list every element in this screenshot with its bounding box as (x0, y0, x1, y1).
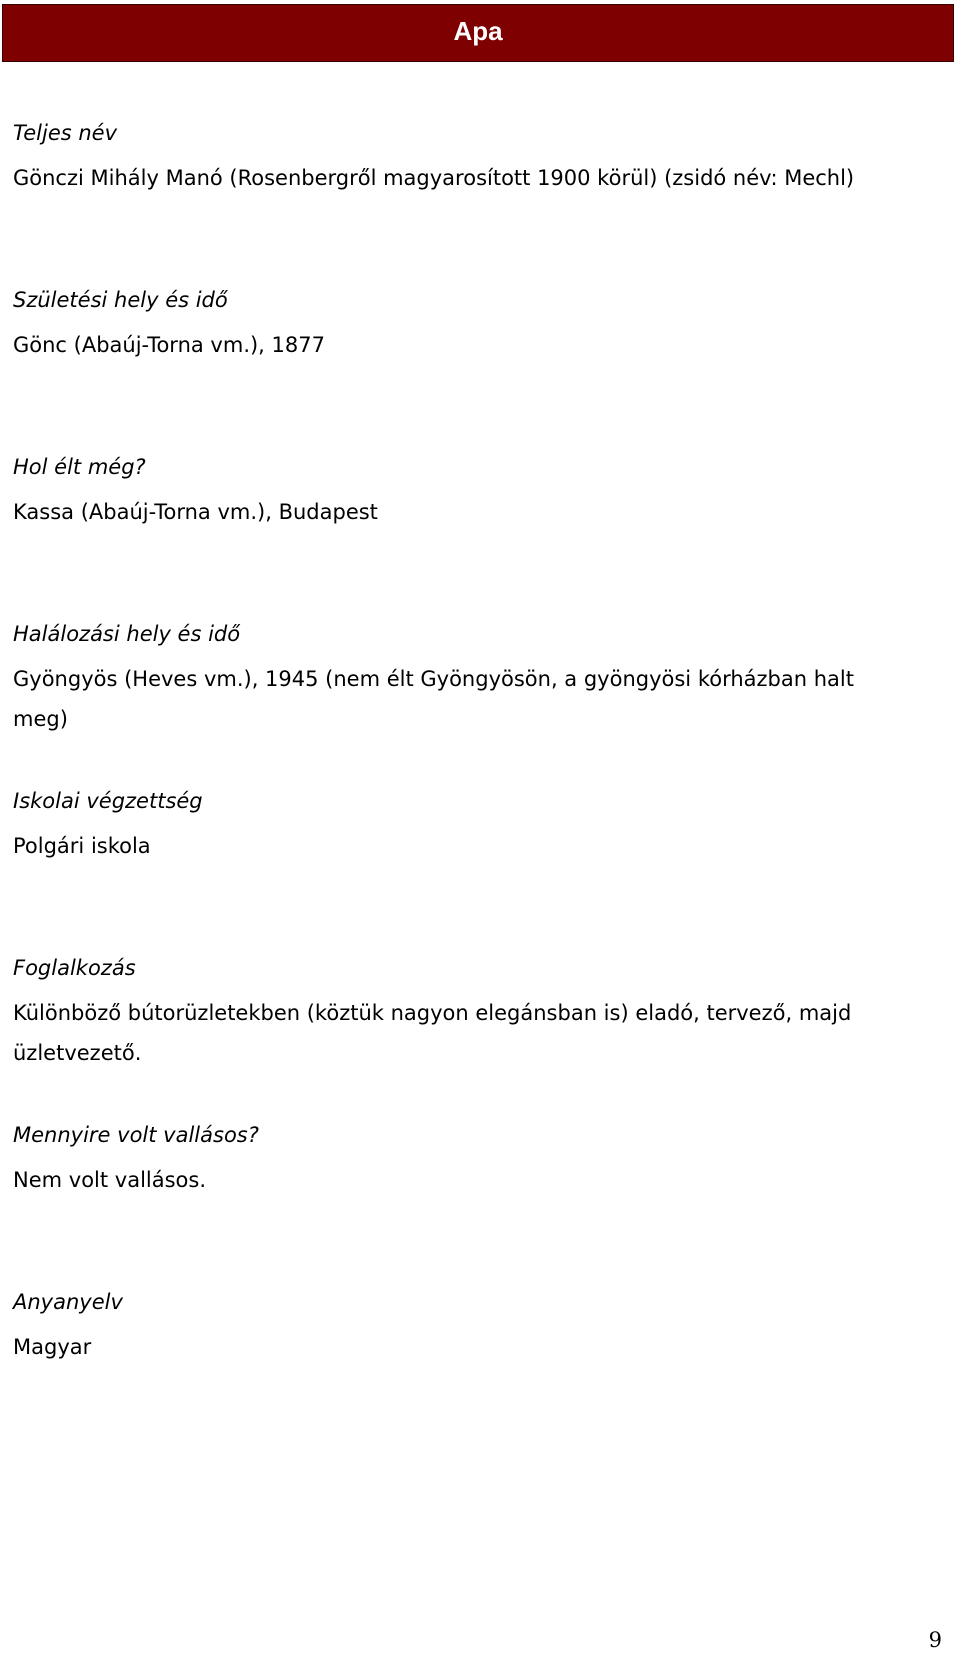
field-occupation (13, 955, 913, 1073)
field-value: Magyar (13, 1335, 92, 1359)
field-birth-place-date (13, 287, 913, 365)
section-title: Apa (453, 15, 503, 46)
field-label: Halálozási hely és idő (13, 622, 241, 646)
field-mother-tongue (13, 1289, 913, 1367)
field-religiosity (13, 1122, 913, 1200)
field-label: Anyanyelv (13, 1290, 123, 1314)
field-full-name (13, 120, 913, 198)
field-value: Gönczi Mihály Manó (Rosenbergről magyarosított 1900 körül) (zsidó név: Mechl) (13, 166, 855, 190)
field-label: Mennyire volt vallásos? (13, 1123, 259, 1147)
field-education (13, 788, 913, 866)
field-label: Teljes név (13, 121, 118, 145)
field-label: Foglalkozás (13, 956, 136, 980)
field-value: Nem volt vallásos. (13, 1168, 207, 1192)
section-header (2, 4, 954, 62)
field-value: Különböző bútorüzletekben (köztük nagyon elegánsban is) eladó, tervező, majd üzletvezető. (13, 1001, 852, 1065)
field-other-residences (13, 454, 913, 532)
field-value: Gönc (Abaúj-Torna vm.), 1877 (13, 333, 325, 357)
field-death-place-date (13, 621, 913, 739)
field-value: Gyöngyös (Heves vm.), 1945 (nem élt Gyöngyösön, a gyöngyösi kórházban halt meg) (13, 667, 854, 731)
field-label: Iskolai végzettség (13, 789, 203, 813)
field-label: Hol élt még? (13, 455, 146, 479)
page-number: 9 (928, 1628, 942, 1652)
field-value: Polgári iskola (13, 834, 151, 858)
field-value: Kassa (Abaúj-Torna vm.), Budapest (13, 500, 378, 524)
field-label: Születési hely és idő (13, 288, 228, 312)
